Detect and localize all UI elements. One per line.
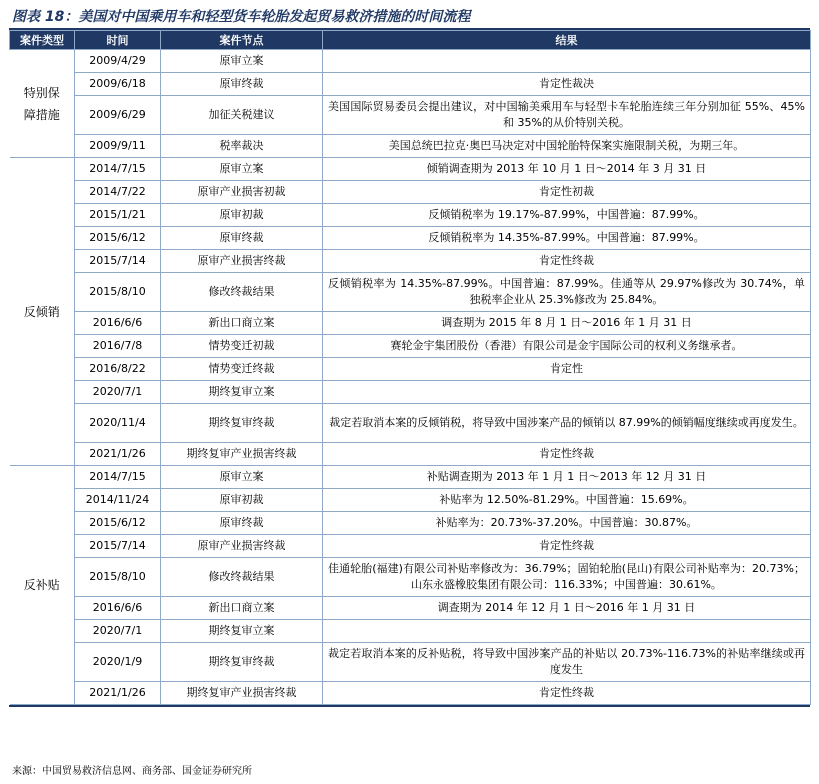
header-result: 结果: [323, 31, 811, 50]
node-cell: 原审终裁: [161, 512, 323, 535]
table-row: [10, 466, 811, 489]
result-cell: 肯定性: [323, 358, 811, 381]
result-cell: 调查期为 2014 年 12 月 1 日～2016 年 1 月 31 日: [323, 597, 811, 620]
node-cell: 情势变迁初裁: [161, 335, 323, 358]
date-cell: 2020/7/1: [75, 620, 161, 643]
date-cell: 2015/6/12: [75, 512, 161, 535]
result-cell: 佳通轮胎(福建)有限公司补贴率修改为：36.79%；固铂轮胎(昆山)有限公司补贴率为：20.73%；山东永盛橡胶集团有限公司：116.33%；中国普遍：30.61%。: [323, 558, 811, 597]
result-cell: 裁定若取消本案的反倾销税，将导致中国涉案产品的倾销以 87.99%的倾销幅度继续或再度发生。: [323, 404, 811, 443]
timeline-table: [9, 30, 811, 705]
date-cell: 2015/7/14: [75, 250, 161, 273]
result-cell: 肯定性裁决: [323, 73, 811, 96]
date-cell: 2014/7/15: [75, 158, 161, 181]
node-cell: 期终复审终裁: [161, 404, 323, 443]
table-row: [10, 135, 811, 158]
result-cell: 反倾销税率为 14.35%-87.99%。中国普遍：87.99%。: [323, 227, 811, 250]
bottom-rule: [9, 705, 810, 707]
header-case-type: 案件类型: [10, 31, 75, 50]
table-row: [10, 643, 811, 682]
date-cell: 2009/6/29: [75, 96, 161, 135]
node-cell: 期终复审产业损害终裁: [161, 682, 323, 705]
result-cell: 肯定性终裁: [323, 443, 811, 466]
table-row: [10, 158, 811, 181]
source-note: 来源：中国贸易救济信息网、商务部、国金证券研究所: [12, 766, 252, 777]
table-row: [10, 273, 811, 312]
node-cell: 修改终裁结果: [161, 273, 323, 312]
node-cell: 期终复审终裁: [161, 643, 323, 682]
result-cell: 肯定性终裁: [323, 250, 811, 273]
table-row: [10, 73, 811, 96]
date-cell: 2015/8/10: [75, 273, 161, 312]
node-cell: 原审产业损害初裁: [161, 181, 323, 204]
case-type-cell: 特别保障措施: [10, 50, 75, 158]
node-cell: 原审初裁: [161, 204, 323, 227]
date-cell: 2015/7/14: [75, 535, 161, 558]
date-cell: 2014/7/22: [75, 181, 161, 204]
table-row: [10, 489, 811, 512]
result-cell: 裁定若取消本案的反补贴税，将导致中国涉案产品的补贴以 20.73%-116.73%的补贴率继续或再度发生: [323, 643, 811, 682]
node-cell: 原审终裁: [161, 73, 323, 96]
node-cell: 原审立案: [161, 50, 323, 73]
node-cell: 原审产业损害终裁: [161, 535, 323, 558]
date-cell: 2015/6/12: [75, 227, 161, 250]
result-cell: 调查期为 2015 年 8 月 1 日～2016 年 1 月 31 日: [323, 312, 811, 335]
node-cell: 原审立案: [161, 158, 323, 181]
date-cell: 2014/11/24: [75, 489, 161, 512]
date-cell: 2016/8/22: [75, 358, 161, 381]
result-cell: [323, 50, 811, 73]
table-row: [10, 181, 811, 204]
node-cell: 原审立案: [161, 466, 323, 489]
date-cell: 2014/7/15: [75, 466, 161, 489]
node-cell: 新出口商立案: [161, 597, 323, 620]
date-cell: 2016/7/8: [75, 335, 161, 358]
node-cell: 修改终裁结果: [161, 558, 323, 597]
result-cell: 肯定性初裁: [323, 181, 811, 204]
node-cell: 税率裁决: [161, 135, 323, 158]
figure-title: 图表 18：美国对中国乘用车和轻型货车轮胎发起贸易救济措施的时间流程: [12, 9, 471, 25]
table-row: [10, 597, 811, 620]
date-cell: 2016/6/6: [75, 312, 161, 335]
date-cell: 2021/1/26: [75, 443, 161, 466]
table-row: [10, 335, 811, 358]
table-row: [10, 250, 811, 273]
table-row: [10, 682, 811, 705]
date-cell: 2015/1/21: [75, 204, 161, 227]
table-row: [10, 443, 811, 466]
node-cell: 加征关税建议: [161, 96, 323, 135]
node-cell: 期终复审立案: [161, 620, 323, 643]
case-type-cell: 反倾销: [10, 158, 75, 466]
node-cell: 原审初裁: [161, 489, 323, 512]
result-cell: 反倾销税率为 14.35%-87.99%。中国普遍：87.99%。佳通等从 29.97%修改为 30.74%，单独税率企业从 25.3%修改为 25.84%。: [323, 273, 811, 312]
node-cell: 原审产业损害终裁: [161, 250, 323, 273]
date-cell: 2015/8/10: [75, 558, 161, 597]
node-cell: 新出口商立案: [161, 312, 323, 335]
date-cell: 2009/9/11: [75, 135, 161, 158]
table-row: [10, 227, 811, 250]
date-cell: 2020/7/1: [75, 381, 161, 404]
result-cell: [323, 620, 811, 643]
result-cell: 肯定性终裁: [323, 535, 811, 558]
table-row: [10, 381, 811, 404]
result-cell: 肯定性终裁: [323, 682, 811, 705]
result-cell: 补贴率为：20.73%-37.20%。中国普遍：30.87%。: [323, 512, 811, 535]
node-cell: 原审终裁: [161, 227, 323, 250]
table-row: [10, 404, 811, 443]
case-type-cell: 反补贴: [10, 466, 75, 705]
date-cell: 2021/1/26: [75, 682, 161, 705]
table-row: [10, 358, 811, 381]
result-cell: 倾销调查期为 2013 年 10 月 1 日～2014 年 3 月 31 日: [323, 158, 811, 181]
result-cell: 反倾销税率为 19.17%-87.99%，中国普遍：87.99%。: [323, 204, 811, 227]
node-cell: 期终复审立案: [161, 381, 323, 404]
result-cell: 补贴调查期为 2013 年 1 月 1 日～2013 年 12 月 31 日: [323, 466, 811, 489]
result-cell: 赛轮金宇集团股份（香港）有限公司是金宇国际公司的权利义务继承者。: [323, 335, 811, 358]
table-header-row: [10, 31, 811, 50]
node-cell: 期终复审产业损害终裁: [161, 443, 323, 466]
result-cell: [323, 381, 811, 404]
header-node: 案件节点: [161, 31, 323, 50]
node-cell: 情势变迁终裁: [161, 358, 323, 381]
table-row: [10, 512, 811, 535]
table-row: [10, 50, 811, 73]
table-body: [10, 50, 811, 705]
header-date: 时间: [75, 31, 161, 50]
date-cell: 2020/11/4: [75, 404, 161, 443]
date-cell: 2009/4/29: [75, 50, 161, 73]
table-row: [10, 620, 811, 643]
table-row: [10, 96, 811, 135]
result-cell: 美国国际贸易委员会提出建议，对中国输美乘用车与轻型卡车轮胎连续三年分别加征 55%、45%和 35%的从价特别关税。: [323, 96, 811, 135]
date-cell: 2009/6/18: [75, 73, 161, 96]
result-cell: 美国总统巴拉克·奥巴马决定对中国轮胎特保案实施限制关税，为期三年。: [323, 135, 811, 158]
table-row: [10, 312, 811, 335]
date-cell: 2016/6/6: [75, 597, 161, 620]
date-cell: 2020/1/9: [75, 643, 161, 682]
table-row: [10, 535, 811, 558]
result-cell: 补贴率为 12.50%-81.29%。中国普遍：15.69%。: [323, 489, 811, 512]
table-row: [10, 204, 811, 227]
table-row: [10, 558, 811, 597]
